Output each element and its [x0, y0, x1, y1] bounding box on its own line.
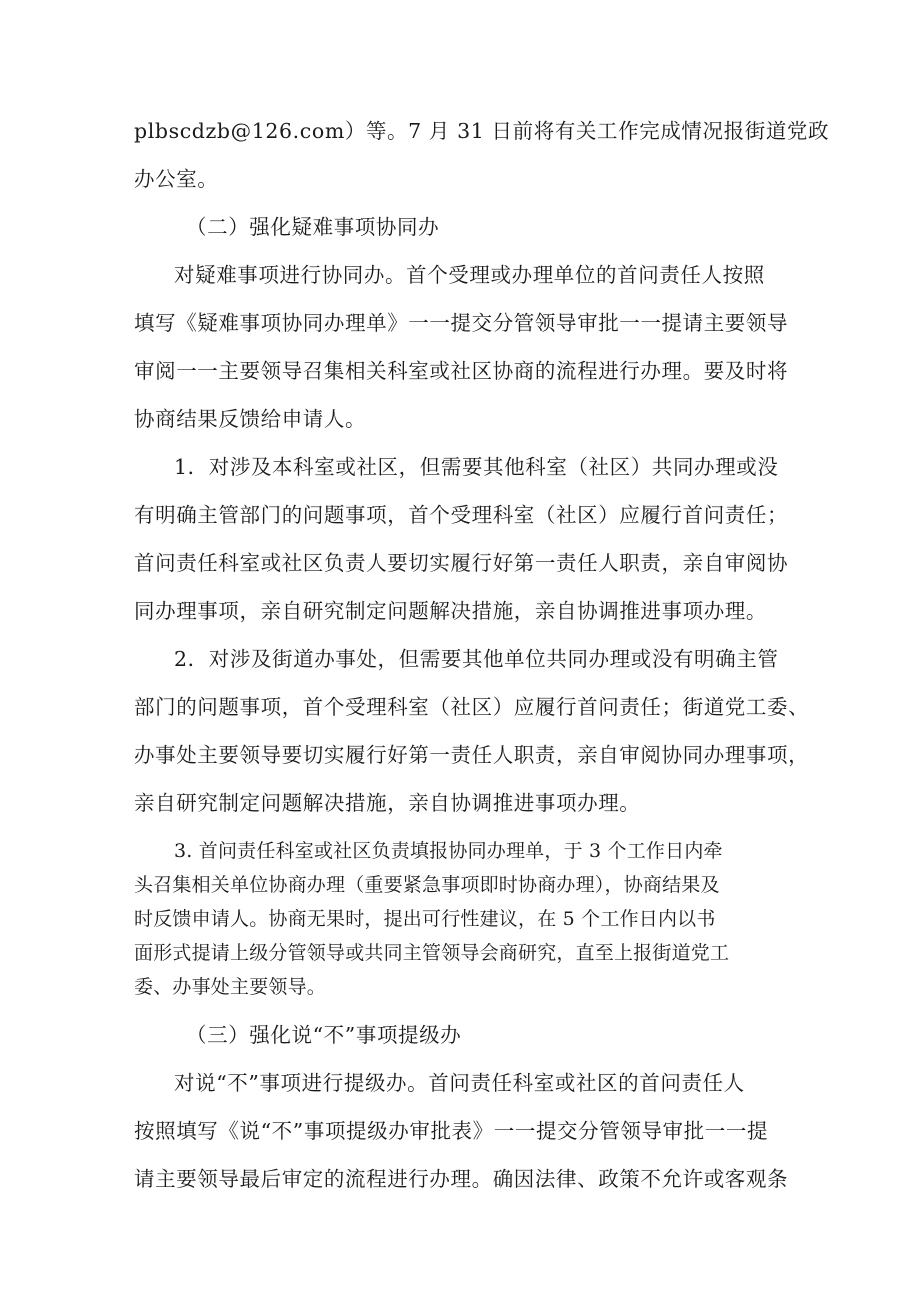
text-line: 首问责任科室或社区负责人要切实履行好第一责任人职责，亲自审阅协: [134, 551, 789, 575]
text-line: 按照填写《说“不”事项提级办审批表》一一提交分管领导审批一一提: [134, 1119, 769, 1143]
text-line: 面形式提请上级分管领导或共同主管领导会商研究，直至上报街道党工: [134, 942, 730, 964]
text-line: 头召集相关单位协商办理（重要紧急事项即时协商办理），协商结果及: [134, 874, 720, 896]
text-line: 审阅一一主要领导召集相关科室或社区协商的流程进行办理。要及时将: [134, 359, 789, 383]
section-heading-2: （二）强化疑难事项协同办: [186, 215, 440, 239]
text-line: 时反馈申请人。协商无果时，提出可行性建议，在 5 个工作日内以书: [134, 908, 716, 930]
text-line: 协商结果反馈给申请人。: [134, 407, 367, 431]
text-line: 亲自研究制定问题解决措施，亲自协调推进事项办理。: [134, 791, 641, 815]
text-line: 办事处主要领导要切实履行好第一责任人职责，亲自审阅协同办理事项，: [134, 743, 810, 767]
text-line: plbscdzb@126.com）等。7 月 31 日前将有关工作完成情况报街道党政: [134, 119, 830, 143]
text-line: 对说“不”事项进行提级办。首问责任科室或社区的首问责任人: [174, 1071, 745, 1095]
text-line: 办公室。: [134, 167, 219, 191]
text-line: 对疑难事项进行协同办。首个受理或办理单位的首问责任人按照: [174, 263, 765, 287]
text-line: 同办理事项，亲自研究制定问题解决措施，亲自协调推进事项办理。: [134, 599, 767, 623]
text-line: 3. 首问责任科室或社区负责填报协同办理单，于 3 个工作日内牵: [174, 840, 723, 862]
text-line: 填写《疑难事项协同办理单》一一提交分管领导审批一一提请主要领导: [134, 311, 789, 335]
text-line: 委、办事处主要领导。: [134, 976, 327, 998]
text-line: 请主要领导最后审定的流程进行办理。确因法律、政策不允许或客观条: [134, 1167, 789, 1191]
text-line: 2．对涉及街道办事处，但需要其他单位共同办理或没有明确主管: [174, 647, 779, 671]
section-heading-3: （三）强化说“不”事项提级办: [186, 1023, 462, 1047]
text-line: 部门的问题事项，首个受理科室（社区）应履行首问责任；街道党工委、: [134, 695, 810, 719]
text-line: 1．对涉及本科室或社区，但需要其他科室（社区）共同办理或没: [174, 455, 779, 479]
text-line: 有明确主管部门的问题事项，首个受理科室（社区）应履行首问责任；: [134, 503, 789, 527]
